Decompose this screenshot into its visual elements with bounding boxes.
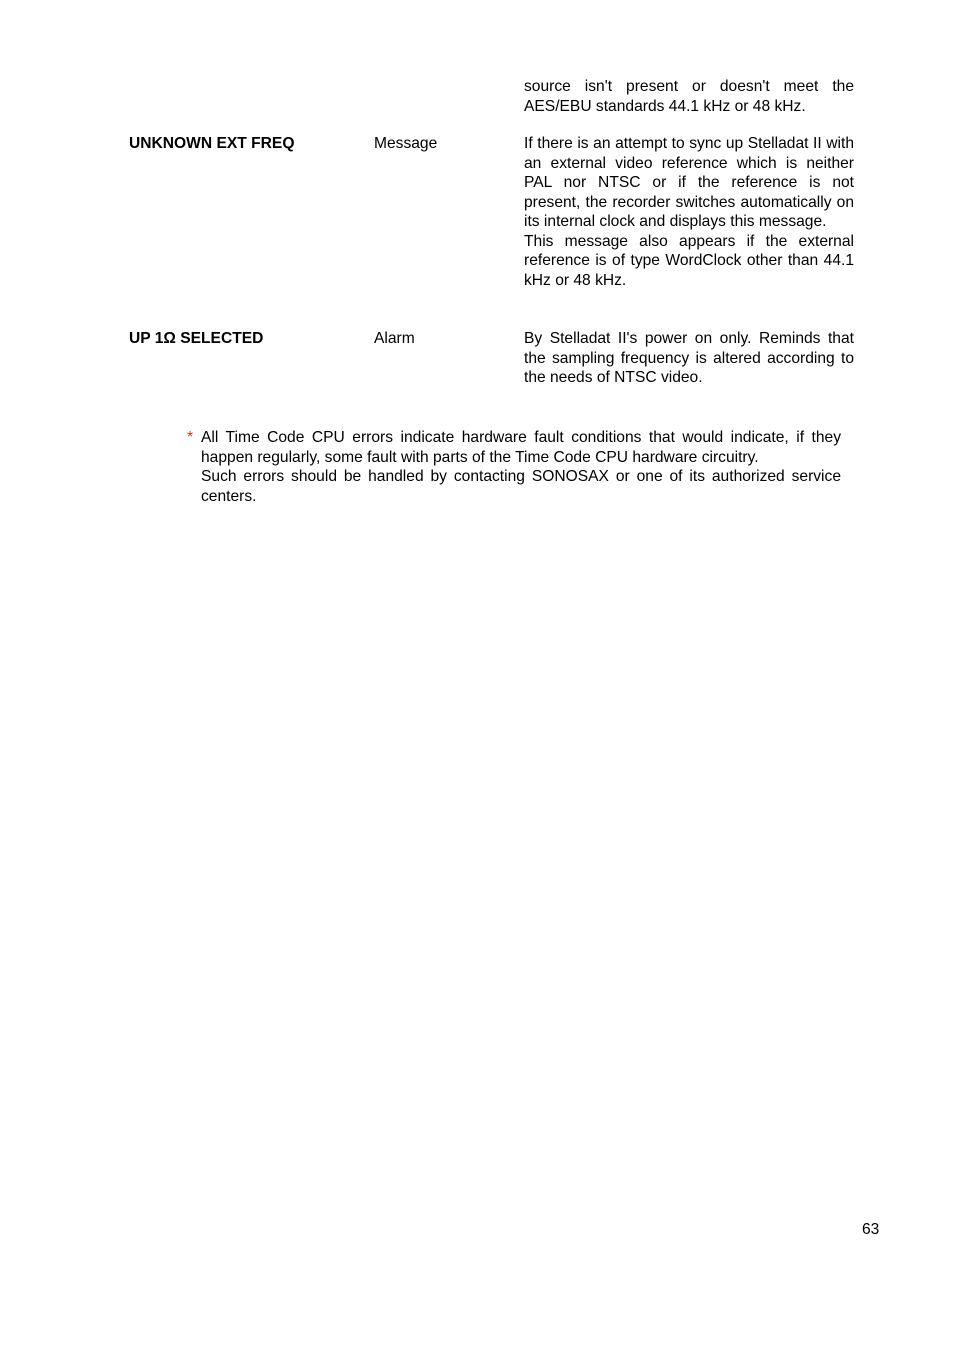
entry-description-paragraph: This message also appears if the external reference is of type WordClock other than 44.1 kHz or 48 kHz. <box>524 232 854 289</box>
footnote-body <box>201 428 841 506</box>
entry-type: Alarm <box>374 330 415 347</box>
footnote-paragraph: All Time Code CPU errors indicate hardware fault conditions that would indicate, if they happen regularly, some fault with parts of the Time Code CPU hardware circuitry. <box>201 429 841 466</box>
entry-description-paragraph: If there is an attempt to sync up Stelladat II with an external video reference which is neither PAL nor NTSC or if the reference is not present, the recorder switches automatically on its internal clock and displays this message. <box>524 135 854 230</box>
footnote-marker: * <box>187 429 194 446</box>
continued-description: source isn't present or doesn't meet the AES/EBU standards 44.1 kHz or 48 kHz. <box>524 78 854 115</box>
entry-term: UP 1Ω SELECTED <box>129 330 264 347</box>
entry-description <box>524 134 854 290</box>
entry-type: Message <box>374 135 438 152</box>
page-number: 63 <box>862 1221 880 1238</box>
entry-description <box>524 329 854 388</box>
footnote-paragraph: Such errors should be handled by contacting SONOSAX or one of its authorized service centers. <box>201 468 841 505</box>
entry-description-paragraph: By Stelladat II's power on only. Reminds that the sampling frequency is altered according to the needs of NTSC video. <box>524 330 854 386</box>
entry-term: UNKNOWN EXT FREQ <box>129 135 295 152</box>
